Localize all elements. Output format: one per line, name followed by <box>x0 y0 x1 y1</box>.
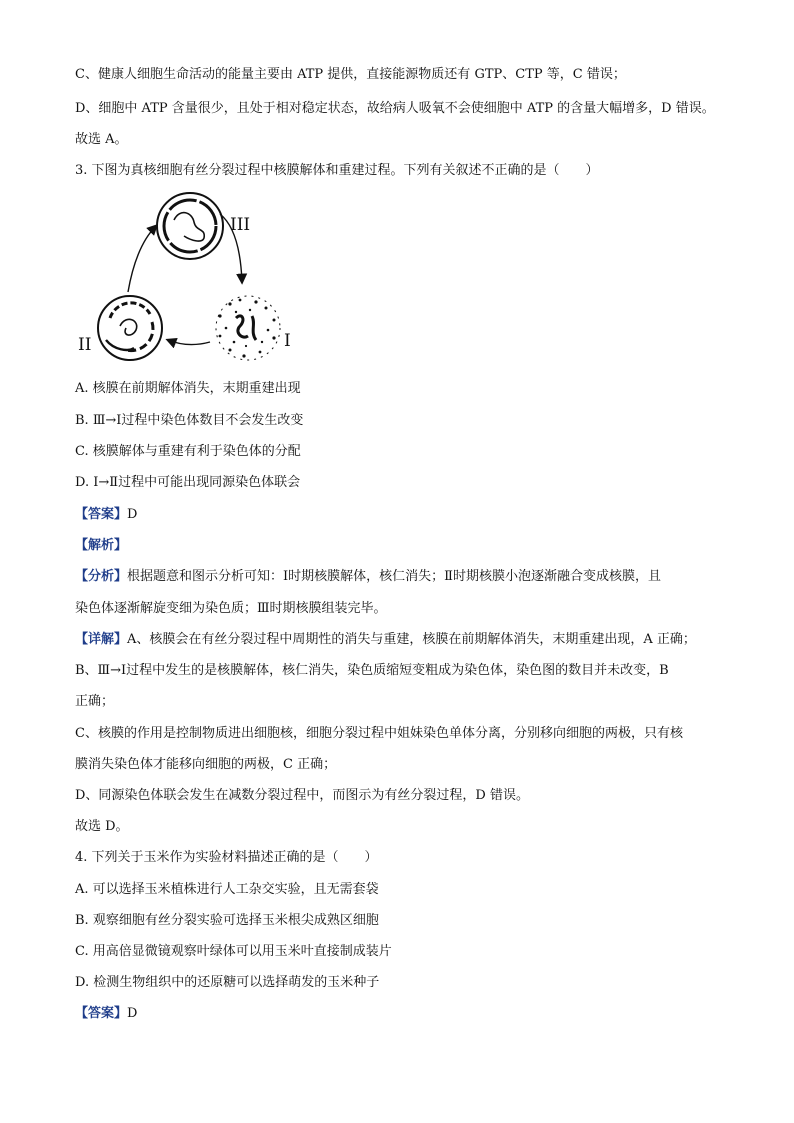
q3-option-c: C. 核膜解体与重建有利于染色体的分配 <box>75 444 301 459</box>
q3-fenxi-line-2: 染色体逐渐解旋变细为染色质；Ⅲ时期核膜组装完毕。 <box>75 601 387 616</box>
q4-option-a: A. 可以选择玉米植株进行人工杂交实验，且无需套袋 <box>75 882 379 897</box>
answer-value: D <box>127 507 138 522</box>
arrow-ii-to-iii <box>128 226 156 292</box>
nuclear-envelope-cycle-figure <box>70 190 330 370</box>
cell-cycle-diagram <box>70 190 330 370</box>
fenxi-tag: 【分析】 <box>75 569 128 584</box>
q4-option-c: C. 用高倍显微镜观察叶绿体可以用玉米叶直接制成装片 <box>75 944 392 959</box>
label-i: I <box>284 331 291 351</box>
q3-option-d: D. Ⅰ→Ⅱ过程中可能出现同源染色体联会 <box>75 475 301 490</box>
q3-detail-d: D、同源染色体联会发生在减数分裂过程中，而图示为有丝分裂过程，D 错误。 <box>75 788 529 803</box>
q3-stem: 3. 下图为真核细胞有丝分裂过程中核膜解体和重建过程。下列有关叙述不正确的是（ ） <box>75 163 599 178</box>
q4-answer-tag: 【答案】 <box>75 1006 128 1021</box>
q3-detail-a <box>75 631 696 649</box>
q3-option-b: B. Ⅲ→Ⅰ过程中染色体数目不会发生改变 <box>75 413 304 428</box>
arrow-i-to-ii <box>168 340 210 345</box>
label-ii: II <box>78 335 92 355</box>
detail-a-text: A、核膜会在有丝分裂过程中周期性的消失与重建，核膜在前期解体消失，末期重建出现，A 正确； <box>127 632 696 647</box>
q3-detail-c-line-1: C、核膜的作用是控制物质进出细胞核，细胞分裂过程中姐妹染色单体分离，分别移向细胞的两极，只有核 <box>75 726 683 741</box>
cell-i <box>216 296 291 360</box>
prev-conclusion: 故选 A。 <box>75 132 128 147</box>
q3-detail-b-line-1: B、Ⅲ→Ⅰ过程中发生的是核膜解体，核仁消失，染色质缩短变粗成为染色体，染色图的数目并未改变，B <box>75 663 669 678</box>
q4-option-b: B. 观察细胞有丝分裂实验可选择玉米根尖成熟区细胞 <box>75 913 379 928</box>
q3-detail-b-line-2: 正确； <box>75 694 115 709</box>
q3-option-a: A. 核膜在前期解体消失，末期重建出现 <box>75 381 301 396</box>
analysis-tag: 【解析】 <box>75 538 128 553</box>
fenxi-text-1: 根据题意和图示分析可知：Ⅰ时期核膜解体，核仁消失；Ⅱ时期核膜小泡逐渐融合变成核膜，且 <box>127 569 661 584</box>
q3-conclusion: 故选 D。 <box>75 819 129 834</box>
q3-answer <box>75 506 137 524</box>
cell-ii <box>78 296 162 360</box>
answer-tag: 【答案】 <box>75 507 128 522</box>
q4-answer-value: D <box>127 1006 138 1021</box>
q4-answer <box>75 1005 137 1023</box>
q3-fenxi-line-1 <box>75 568 661 586</box>
q3-analysis-heading <box>75 537 127 555</box>
q4-stem: 4. 下列关于玉米作为实验材料描述正确的是（ ） <box>75 850 378 865</box>
prev-option-d-text: D、细胞中 ATP 含量很少，且处于相对稳定状态，故给病人吸氧不会使细胞中 ATP 的含量大幅增多，D 错误。 <box>75 101 715 116</box>
prev-option-c-text: C、健康人细胞生命活动的能量主要由 ATP 提供，直接能源物质还有 GTP、CTP 等，C 错误； <box>75 67 626 82</box>
cell-iii <box>157 193 250 259</box>
q4-option-d: D. 检测生物组织中的还原糖可以选择萌发的玉米种子 <box>75 975 380 990</box>
q3-detail-c-line-2: 膜消失染色体才能移向细胞的两极，C 正确； <box>75 757 337 772</box>
detail-tag: 【详解】 <box>75 632 128 647</box>
label-iii: III <box>230 215 251 235</box>
